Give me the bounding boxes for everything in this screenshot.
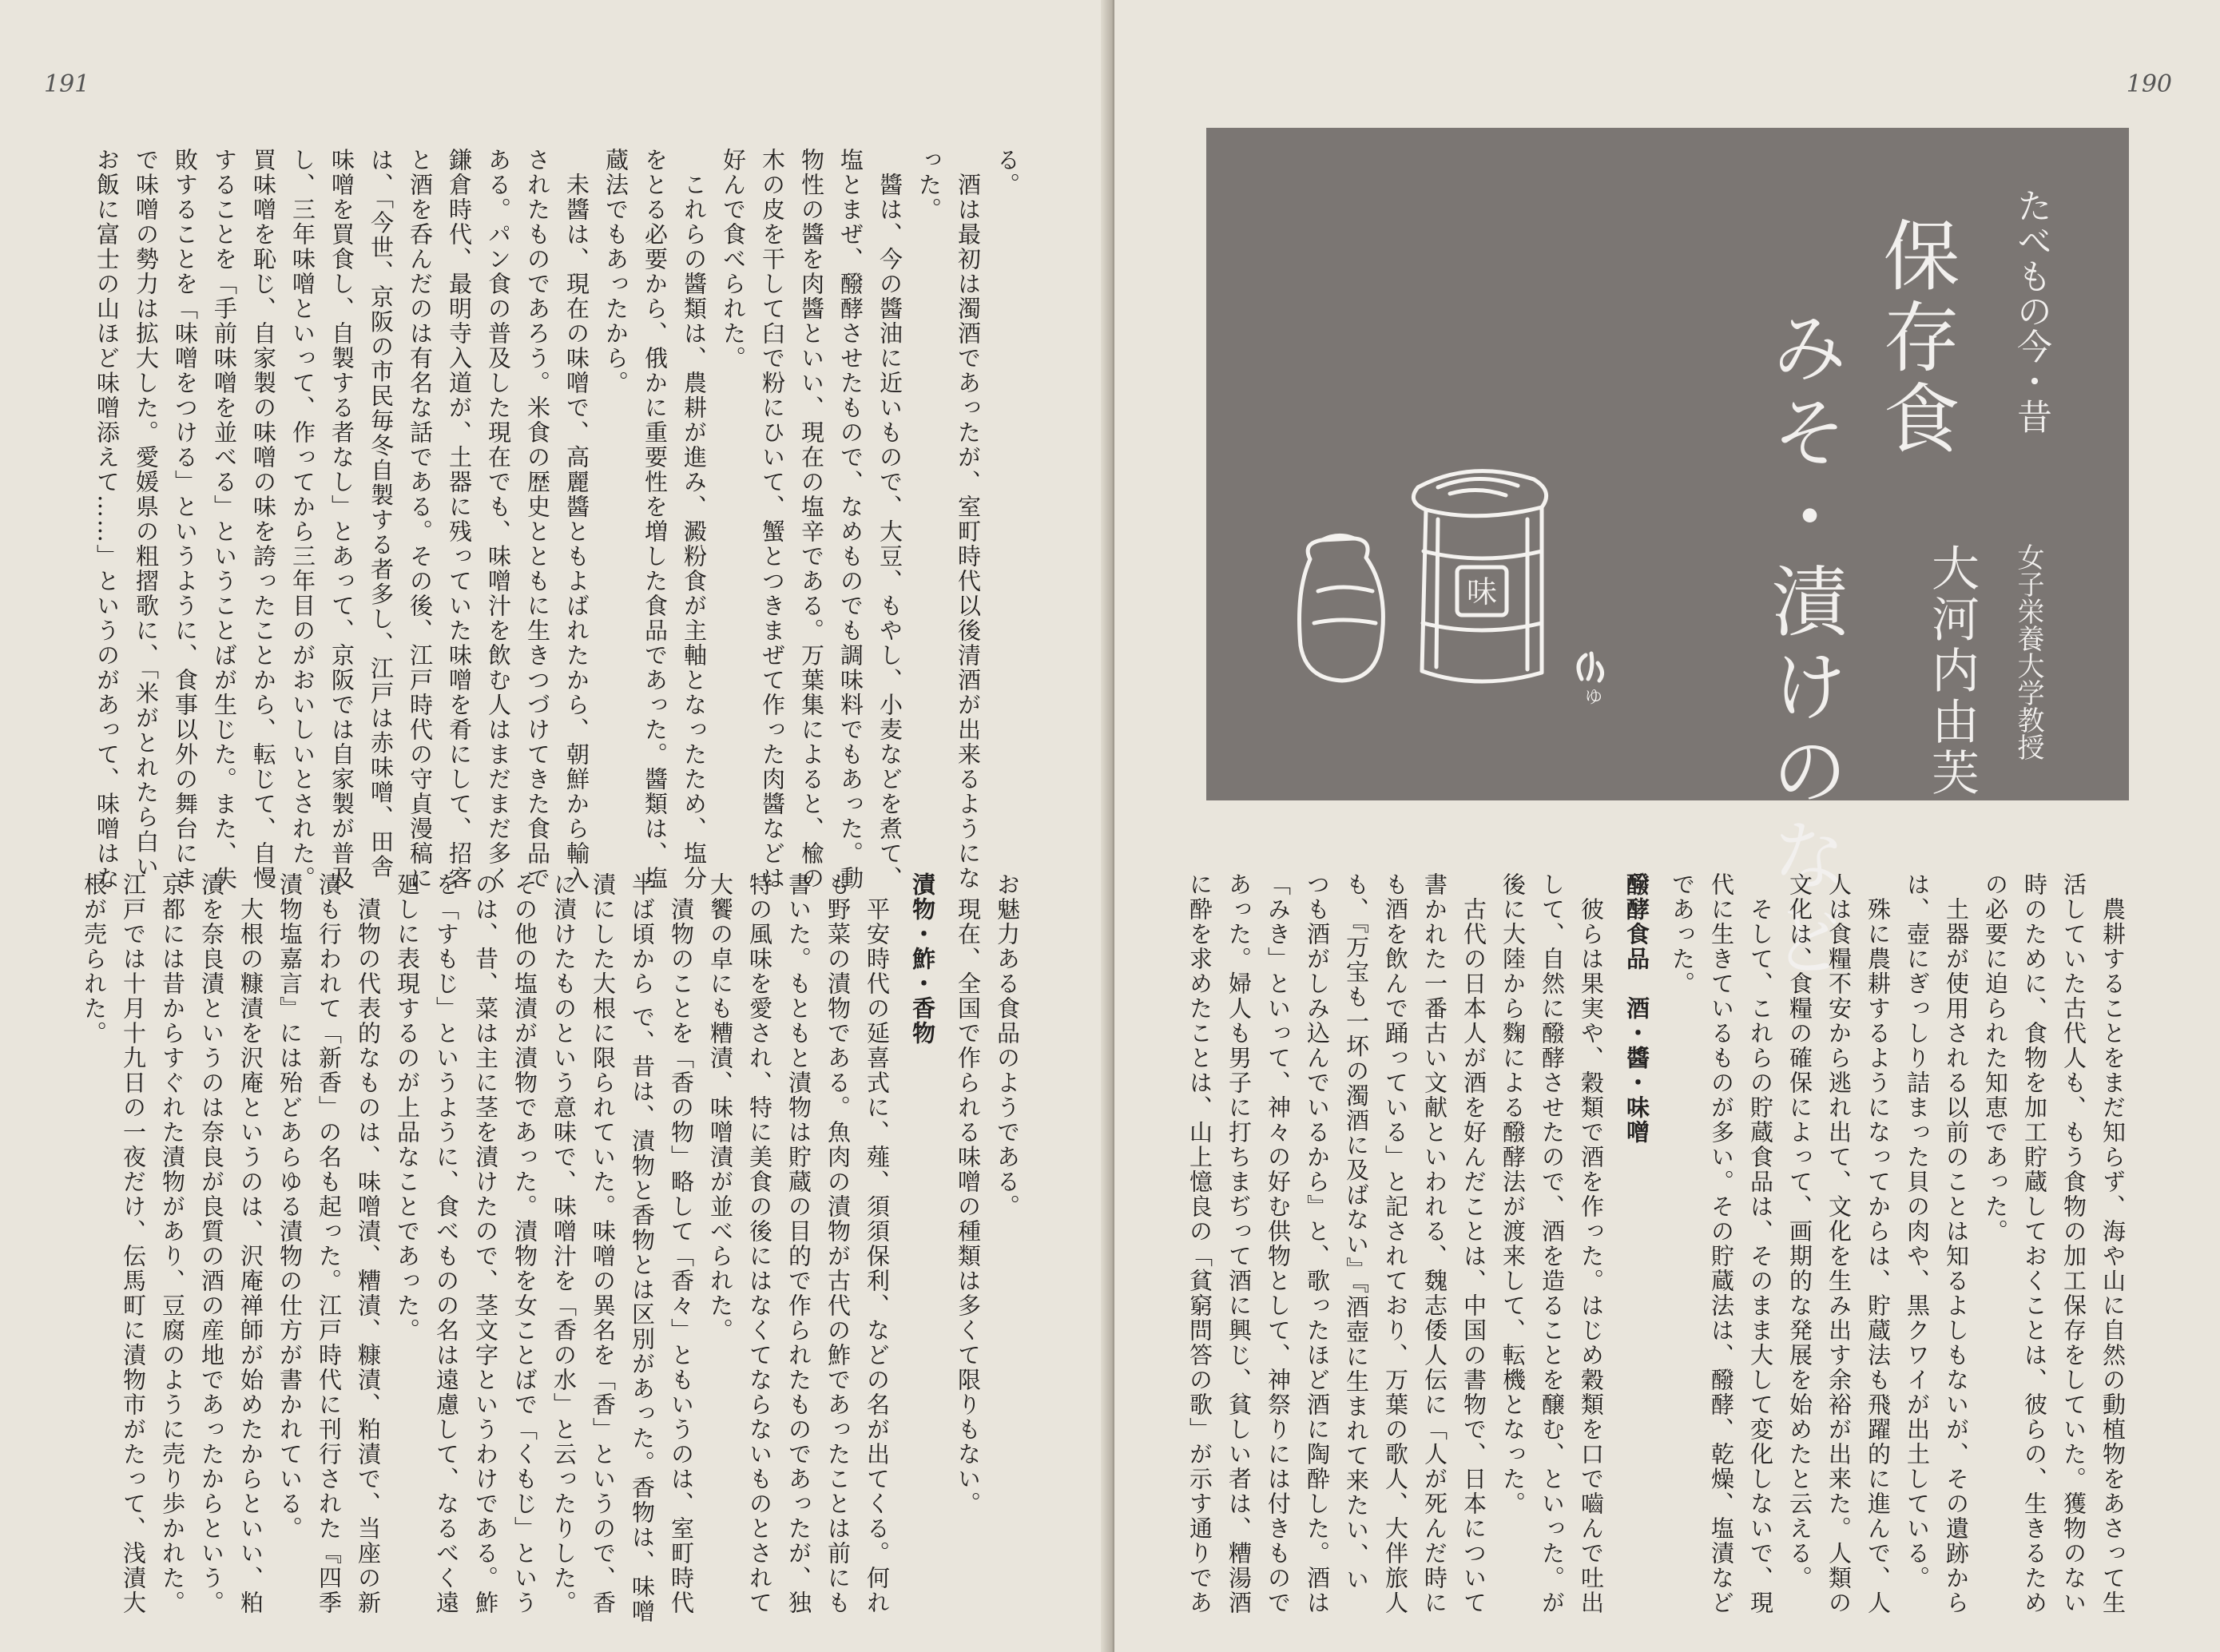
paragraph: 未醬は、現在の味噌で、高麗醬ともよばれたから、朝鮮から輸入 されたものであろう。米食の歴史とともに生きつづけてきた食品で ある。パン食の普及した現在でも、味噌汁を飲む人はまだまだ多く 鎌倉時代、最明寺入道が、土器に残っていた味噌を肴にして、招客 と酒を呑んだのは有名な話である。その後、江戸時代の守貞漫稿に は、「今世、京阪の市民毎冬自製する者多し、江戸は赤味噌、田舎 味噌を買食し、自製する者なし」とあって、京阪では自家製が普及 し、三年味噌といって、作ってから三年目のがおいしいとされた。 買味噌を恥じ、自家製の味噌の味を誇ったことから、転じて、自慢 することを「手前味噌を並べる」ということばが生じた。また、失 敗することを「味噌をつける」というように、食事以外の舞台にま で味噌の勢力は拡大した。愛媛県の粗摺歌に、「米がとれたら白い お飯に富士の山ほど味噌添えて……」というのがあって、味噌はな — [93, 148, 590, 891]
article-title-line2: みそ・漬けのなど — [1759, 308, 1849, 985]
author-affiliation: 女子栄養大学教授 — [2012, 543, 2044, 760]
paragraph: 漬物のことを「香の物」略して「香々」ともいうのは、室町時代 半ば頃から で、昔は、漬物と香物とは区別があった。香物は、味噌 漬にした大根に限られていた。味噌の異名を「香」というので、香 に漬けたものという意味で、味噌汁を「香の水」と云ったりした。 その他の塩漬が漬物であった。漬物を女ことばで「くもじ」という のは、昔、菜は主に茎を漬けたので、茎文字というわけである。鮓 を「すもじ」というように、食べものの名は遠慮して、なるべく遠 廻しに表現するのが上品なことであった。 — [394, 872, 695, 1625]
paragraph: これらの醬類は、農耕が進み、澱粉食が主軸となったため、塩分 をとる必要から、俄かに重要性を増した食品であった。醬類は、塩 蔵法でもあったから。 — [602, 148, 708, 891]
paragraph: 農耕することをまだ知らず、海や山に自然の動植物をあさって生 活していた古代人も、もう食物の加工保存をしていた。獲物のない 時のために、食物を加工貯蔵しておくことは、彼らの、生きるため の必要に迫られた知恵であった。 — [1982, 872, 2127, 1615]
section-heading: 漬物・鮓・香物 — [909, 872, 936, 1046]
page-number-left: 191 — [44, 70, 90, 98]
page-number-right: 190 — [2126, 70, 2172, 98]
paragraph: 酒は最初は濁酒であったが、室町時代以後清酒が出来るようにな った。 — [915, 148, 982, 891]
paragraph: る。 — [994, 148, 1021, 197]
paragraph: 平安時代の延喜式に、薤、須須保利、などの名が出てくる。何れ も野菜の漬物である。魚肉の漬物が古代の鮓であったことは前にも 書いた。もともと漬物は貯蔵の目的で作られたものであったが、独 特の風味を愛され、特に美食の後にはなくてならないものとされて 大饗の卓にも糟漬、味噌漬が並べられた。 — [707, 872, 891, 1615]
title-panel — [1206, 128, 2129, 985]
article-title-line1: 保存食 — [1871, 216, 1960, 460]
author-name: 大河内由芙 — [1924, 543, 1980, 799]
paragraph: 醬は、今の醬油に近いもので、大豆、もやし、小麦などを煮て、 塩とまぜ、醱酵させたもので、なめものでも調味料でもあった。動 物性の醬を肉醬といい、現在の塩辛である。万葉集によると、楡の 木の皮を干して臼で粉にひいて、蟹とつきまぜて作った肉醬などは 好んで食べられた。 — [720, 148, 903, 891]
jar-label: 味 — [1466, 574, 1498, 610]
illustrator-signature: ゆ — [1584, 688, 1603, 708]
right-lower-text — [1186, 872, 2132, 1615]
paragraph: そして、これらの貯蔵食品は、そのまま大して変化しないで、現 代に生きているものが多い。その貯蔵法は、醱酵、乾燥、塩漬など であった。 — [1669, 872, 1774, 1615]
paragraph: 現在、全国で作られる味噌の種類は多くて限りもない。 — [955, 872, 982, 1516]
paragraph: 漬物の代表的なものは、味噌漬、糟漬、糠漬、粕漬で、当座の新 漬も行われて「新香」の名も起った。江戸時代に刊行された『四季 漬物塩嘉言』には殆どあらゆる漬物の仕方が書かれている。 — [276, 872, 382, 1615]
miso-jar-illustration — [1278, 463, 1622, 719]
right-page — [1114, 0, 2220, 1652]
left-lower-text — [81, 872, 1027, 1625]
paragraph: 彼らは果実や、穀類で酒を作った。はじめ穀類を口で嚙んで吐出 して、自然に醱酵させたので、酒を造ることを醸む、といった。が 後に大陸から麴による醱酵法が渡来して、転機となった。 — [1499, 872, 1605, 1615]
left-upper-text — [84, 148, 1027, 891]
series-title: たべもの今・昔 — [2011, 188, 2051, 434]
paragraph: 土器が使用される以前のことは知るよしもないが、その遺跡から は、壺にぎっしり詰まった貝の肉や、黒クワイが出土している。 — [1904, 872, 1970, 1615]
section-heading: 醱酵食品 酒・醬・味噌 — [1623, 872, 1650, 1145]
paragraph: 古代の日本人が酒を好んだことは、中国の書物で、日本について 書かれた一番古い文献といわれる、魏志倭人伝に「人が死んだ時に も酒を飲んで踊っている」と記されており、万葉の歌人、大伴旅人 も、『万宝も一坏の濁酒に及ばない』『酒壺に生まれて来たい、い つも酒がしみ込んでいるから』と、歌ったほど酒に陶酔した。酒は 「みき」といって、神々の好む供物として、神祭りには付きもので あった。婦人も男子に打ちまぢって酒に興じ、貧しい者は、糟湯酒 に酔を求めたことは、山上憶良の「貧窮問答の歌」が示す通りであ — [1186, 872, 1487, 1615]
paragraph: お魅力ある食品のようである。 — [994, 872, 1021, 1219]
paragraph: 大根の糠漬を沢庵というのは、沢庵禅師が始めたからといい、粕 漬を奈良漬というのは奈良が良質の酒の産地であったからという。 京都には昔からすぐれた漬物があり、豆腐のように売り歩かれた。 江戸では十月十九日の一夜だけ、伝馬町に漬物市がたって、浅漬大 根が売られた。 — [81, 872, 264, 1615]
paragraph: 殊に農耕するようになってからは、貯蔵法も飛躍的に進んで、人 人は食糧不安から逃れ出て、文化を生み出す余裕が出来た。人類の 文化は、食糧の確保によって、画期的な発展を始めたと云える。 — [1786, 872, 1892, 1615]
